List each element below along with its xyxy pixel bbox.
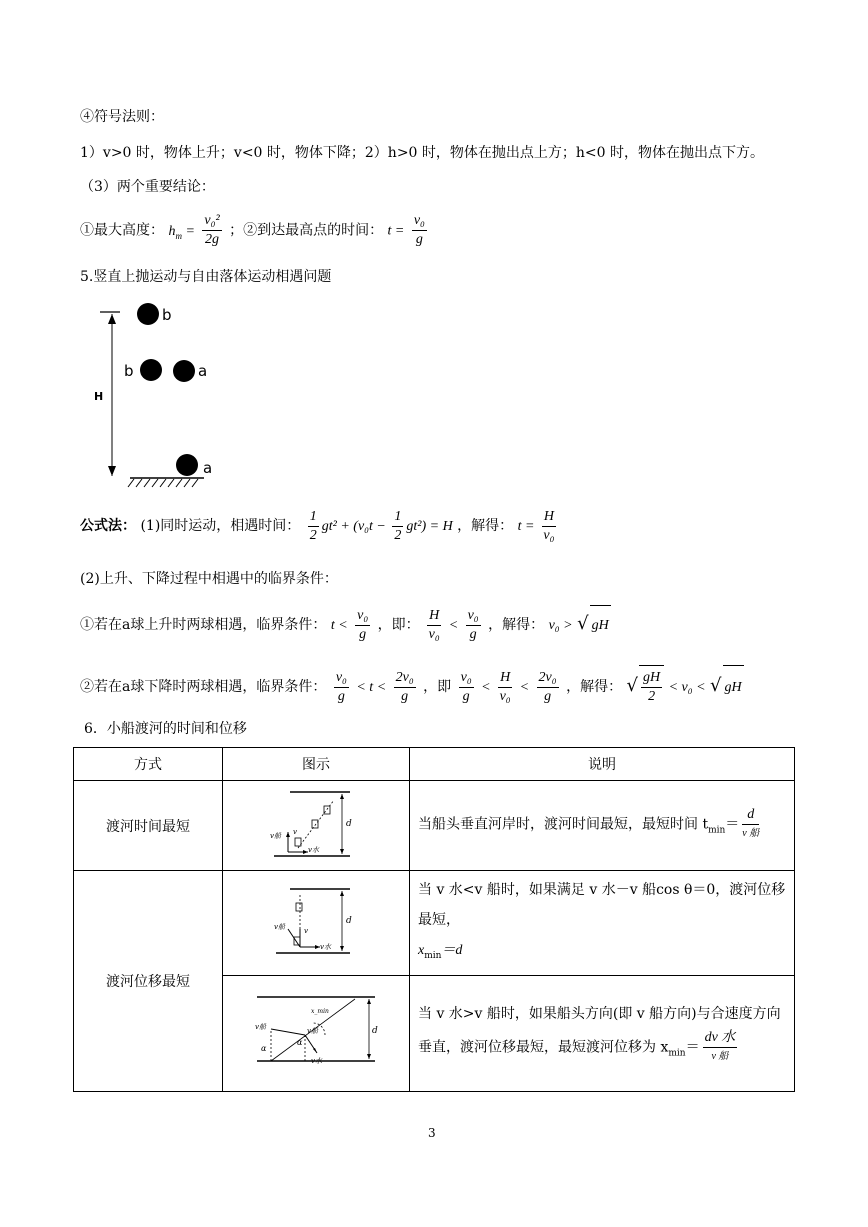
formula-text: (1)同时运动，相遇时间： [140, 518, 301, 534]
svg-text:v船: v船 [307, 1027, 318, 1036]
svg-text:v: v [293, 827, 297, 836]
time-label: ；②到达最高点的时间： [229, 222, 384, 239]
svg-text:v水: v水 [320, 942, 331, 951]
sign-rule-body: 1）v>0 时，物体上升；v<0 时，物体下降；2）h>0 时，物体在抛出点上方；h<0 时，物体在抛出点下方。 [80, 145, 765, 161]
svg-text:v水: v水 [308, 845, 319, 854]
shortest-time-diagram [268, 786, 364, 862]
half-fraction-2: $\frac{1}{2}$ [394, 508, 402, 543]
case2-lt1: < [481, 680, 491, 695]
case1-ie: ，即： [377, 617, 420, 633]
case2-fraction-2: $\frac{\text{2v₀}}{g}$ [395, 669, 414, 704]
half-fraction-1: $\frac{1}{2}$ [309, 508, 317, 543]
row1-desc: 当船头垂直河岸时，渡河时间最短，最短时间 $t_{min}=$ $\frac{d}{\text{v 船}}$ [410, 781, 795, 871]
formula-eq: gt² + (v₀t − [321, 519, 390, 534]
case1-text: ①若在a球上升时两球相遇，临界条件： [80, 617, 327, 633]
svg-text:d: d [346, 915, 352, 926]
formula-eq-tail: gt²) = H [406, 519, 453, 534]
case2-ie: ，即 [423, 679, 452, 695]
height-arrow-bottom [108, 466, 116, 476]
label-b-top: b [162, 306, 172, 324]
section6-title: 6．小船渡河的时间和位移 [84, 721, 247, 737]
page-number: 3 [428, 1126, 436, 1140]
svg-text:v船: v船 [274, 922, 285, 931]
case1-ie-fraction-2: $\frac{\text{v₀}}{g}$ [467, 607, 479, 642]
formula-result-lhs: t = [517, 519, 535, 534]
ground-hatch [128, 479, 198, 487]
row2b-figure [223, 975, 410, 1091]
case2-fraction-1: $\frac{\text{v₀}}{g}$ [335, 669, 347, 704]
svg-text:v船: v船 [255, 1023, 266, 1032]
case2-solve: ，解得： [566, 679, 623, 695]
height-arrow-top [108, 314, 116, 324]
svg-text:v船: v船 [270, 831, 281, 840]
formula-solve: ，解得： [457, 518, 514, 534]
case2-mid: < t < [356, 680, 387, 695]
ball-a-mid [173, 360, 195, 382]
case2-line: ②若在a球下降时两球相遇，临界条件： $\frac{\text{v₀}}{g}$ < t < $\frac{\text{2v₀}}{g}$ ，即 $\frac{\text{v₀}}{g}$ < $\frac{H}{\text{v₀}}$ < $\frac{\text{2v₀}}{g}$ ，解得： √ $\frac{gH}{2}$ < v₀ < √ gH [80, 664, 744, 710]
time-fraction: $\frac{\text{v₀}}{g}$ [413, 213, 425, 247]
row1-figure [223, 781, 410, 871]
row2a-figure [223, 871, 410, 976]
formula-line [80, 506, 559, 547]
max-height-line [80, 212, 430, 253]
svg-text:α: α [297, 1038, 303, 1048]
formula-result-fraction: $\frac{H}{\text{v₀}}$ [543, 508, 555, 543]
ball-b-mid [140, 359, 162, 381]
row2a-desc: 当 v 水<v 船时，如果满足 v 水－v 船cos θ＝0，渡河位移最短， $x_{min}=d$ [410, 871, 795, 976]
case1-line: ①若在a球上升时两球相遇，临界条件： t < $\frac{\text{v₀}}{g}$ ，即： $\frac{H}{\text{v₀}}$ < $\frac{\text{v₀}}{g}$ ，解得： v₀ > √ gH [80, 604, 611, 646]
svg-text:v: v [304, 926, 308, 935]
formula-label: 公式法： [80, 518, 136, 534]
table-row [74, 871, 795, 976]
case2-sqrt: $\frac{gH}{2}$ [639, 665, 664, 710]
max-height-fraction: $\frac{\text{v₀²}}{2g}$ [204, 213, 220, 247]
case1-cond-fraction: $\frac{\text{v₀}}{g}$ [357, 607, 369, 642]
case1-result-lhs: v₀ > [548, 618, 573, 633]
header-mode: 方式 [74, 748, 223, 781]
label-a-mid: a [198, 362, 208, 380]
meeting-figure [90, 298, 220, 488]
section5-title: 5.竖直上抛运动与自由落体运动相遇问题 [80, 269, 332, 285]
label-a-bottom: a [203, 459, 213, 477]
case1-cond-lhs: t < [330, 618, 348, 633]
label-H: H [94, 390, 104, 403]
svg-text:d: d [346, 818, 352, 829]
svg-text:x_min: x_min [311, 1008, 329, 1016]
max-height-lhs: $h_m$ = [168, 223, 195, 241]
svg-text:α: α [261, 1044, 267, 1054]
label-b-mid: b [124, 362, 134, 380]
case2-lt2: < [519, 680, 530, 695]
boat-table [73, 747, 795, 1092]
table-row [74, 781, 795, 871]
case2-ie-fraction-2: $\frac{H}{\text{v₀}}$ [499, 669, 511, 704]
max-height-label: ①最大高度： [80, 222, 164, 239]
ball-a-bottom [176, 454, 198, 476]
case1-ie-fraction-1: $\frac{H}{\text{v₀}}$ [428, 607, 440, 642]
header-desc: 说明 [410, 748, 795, 781]
header-figure: 图示 [223, 748, 410, 781]
time-lhs: t = [387, 223, 405, 239]
conclusions-title: （3）两个重要结论： [80, 179, 215, 195]
ball-b-top [137, 303, 159, 325]
shortest-displacement-diagram-a [268, 883, 364, 959]
svg-text:d: d [372, 1026, 378, 1037]
table-header-row [74, 748, 795, 781]
case2-text: ②若在a球下降时两球相遇，临界条件： [80, 679, 327, 695]
critical-title: (2)上升、下降过程中相遇中的临界条件： [80, 571, 338, 587]
row2b-desc: 当 v 水>v 船时，如果船头方向(即 v 船方向)与合速度方向垂直，渡河位移最短，最短渡河位移为 $x_{min}=$ $\frac{\text{dv 水}}{\text{v 船}}$ [410, 975, 795, 1091]
sign-rule-title: ④符号法则： [80, 109, 164, 125]
case2-ie-fraction-3: $\frac{\text{2v₀}}{g}$ [538, 669, 557, 704]
row1-mode: 渡河时间最短 [74, 781, 223, 871]
case1-result-sqrt: gH [590, 605, 611, 646]
case1-solve: ，解得： [488, 617, 545, 633]
case1-lt: < [448, 618, 459, 633]
case2-result-sqrt: gH [723, 665, 744, 710]
svg-text:v水: v水 [311, 1057, 322, 1066]
shortest-displacement-diagram-b [251, 989, 381, 1073]
case2-result-mid: < v₀ < [668, 680, 706, 695]
case2-ie-fraction-1: $\frac{\text{v₀}}{g}$ [460, 669, 472, 704]
row2-mode: 渡河位移最短 [74, 871, 223, 1092]
